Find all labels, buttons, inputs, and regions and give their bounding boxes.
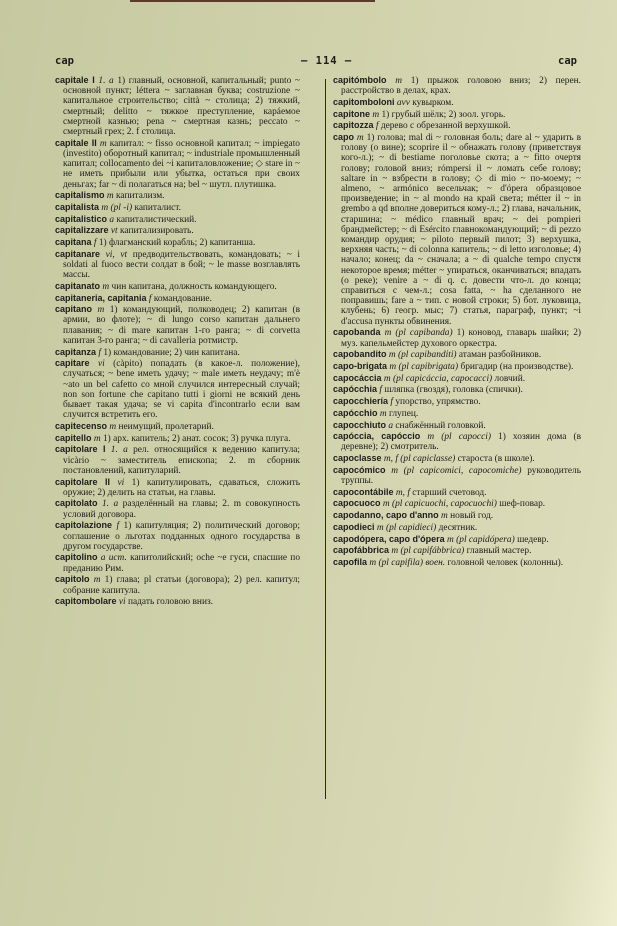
headword: capitanare bbox=[55, 248, 101, 259]
definition-text: падать головою вниз. bbox=[127, 597, 214, 608]
grammar-label: m (pl capibanditi) bbox=[388, 350, 457, 361]
dictionary-entry bbox=[333, 453, 581, 464]
grammar-label: a bbox=[388, 420, 394, 431]
definition-text: чин капитана, должность командующего. bbox=[111, 281, 277, 292]
grammar-label: avv bbox=[396, 97, 410, 108]
right-column bbox=[333, 75, 581, 569]
headword: capitolare II bbox=[55, 476, 111, 487]
definition-text: руководитель труппы. bbox=[341, 465, 581, 487]
grammar-label: f bbox=[379, 385, 382, 396]
book-binding-edge bbox=[130, 0, 375, 2]
definition-text: 1) хозяин дома (в деревне); 2) смотритель. bbox=[341, 432, 582, 453]
dictionary-entry bbox=[55, 214, 300, 225]
dictionary-entry bbox=[55, 281, 300, 292]
dictionary-entry bbox=[333, 75, 581, 96]
dictionary-entry bbox=[55, 249, 300, 281]
headword: capitalistico bbox=[55, 213, 108, 224]
grammar-label: m (pl capocci) bbox=[427, 432, 491, 443]
dictionary-entry bbox=[333, 396, 581, 407]
definition-text: упорство, упрямство. bbox=[395, 397, 481, 408]
grammar-label: m (pl capibanda) bbox=[384, 328, 453, 339]
grammar-label: a ист. bbox=[100, 553, 127, 564]
headword: capobanda bbox=[333, 327, 381, 338]
grammar-label: m (pl capicuochi, capocuochi) bbox=[382, 499, 497, 510]
definition-text: капитализировать. bbox=[120, 226, 194, 237]
dictionary-entry bbox=[55, 225, 300, 236]
definition-text: 1) голова; mal di ~ головная боль; dare al ~ ударить в голову (о вине); scoprire il ~ обнажать голову (приветствуя кого-л.); ~ di bestiame поголовье скота; a ~ fitto очертя голову; головой вниз; rómpersi il ~ ломать себе голову; saltare in ~ взбрести в голову; ◇ di mio ~ по-моему; ~ almeno, ~ armónico весельчак; ~ d'ópera образцовое произведение; in ~ al mondo на край света; métter il ~ in grembo a qd вполне довериться кому-л.; 2) глава, начальник, старшина; ~ médico главный врач; ~ dei pompieri брандмейстер; ~ di Esército главнокомандующий; ~ di pezzo командир орудия; ~ piloto первый пилот; 3) верхушка, верхняя часть; ~ di colonna капитель; ~ di letto изголовье; 4) начало; конец; da ~ сначала; a ~ di qualche tempo спустя некоторое время; métter ~ упираться, оканчиваться; впадать (о реке); venire a ~ di q. c. довести что-л. до конца; справиться с чем-л.; cosa fatta, ~ ha сделанного не поправишь; fare a ~ тип. с новой строки; 5) бот. луковица, клубень; 6) геогр. мыс; 7) статья, параграф, пункт; ~i d'accusa пункты обвинения. bbox=[341, 133, 581, 327]
definition-text: головной человек (колонны). bbox=[447, 557, 564, 568]
definition-text: десятник. bbox=[438, 522, 478, 533]
grammar-label: vt bbox=[110, 226, 118, 237]
left-column bbox=[55, 75, 300, 608]
grammar-label: 1. a bbox=[98, 76, 114, 86]
headword: capodieci bbox=[333, 521, 375, 532]
definition-text: глупец. bbox=[388, 408, 419, 419]
definition-text: предводительствовать, командовать; ~ i soldati al fuoco вести солдат в бой; ~ le masse возглавлять массы. bbox=[63, 249, 300, 281]
dictionary-entry bbox=[333, 465, 581, 486]
headword: capócchia bbox=[333, 384, 378, 395]
dictionary-entry bbox=[333, 545, 581, 556]
definition-text: разделённый на главы; 2. m совокупность условий договора. bbox=[63, 499, 301, 520]
headword: capocáccia bbox=[333, 372, 382, 383]
headword: capitombolare bbox=[55, 596, 117, 607]
definition-text: (càpito) попадать (в какое-л. положение), случаться; ~ bene иметь удачу; ~ male иметь неудачу; m'è ~ato un bel cafetto со мной случился интересный случай; non son fortune che capitano tutti i giorni не всякий день бывает такая удача; se vi capita d'incontrarlo если вам случится встретить его. bbox=[63, 359, 301, 421]
definition-text: дерево с обрезанной верхушкой. bbox=[380, 121, 511, 132]
definition-text: 1) капитуляция; 2) политический договор; соглашение о льготах подданных одного государства в другом государстве. bbox=[63, 521, 300, 552]
dictionary-entry bbox=[55, 552, 300, 573]
headword: capofila bbox=[333, 556, 368, 567]
grammar-label: m, f bbox=[395, 487, 410, 498]
headword: capitalista bbox=[55, 201, 100, 212]
grammar-label: m, f (pl capiclasse) bbox=[383, 454, 456, 465]
grammar-label: m bbox=[102, 281, 110, 292]
grammar-label: m bbox=[97, 305, 105, 316]
dictionary-entry bbox=[55, 596, 300, 607]
grammar-label: f bbox=[116, 521, 120, 532]
dictionary-entry bbox=[55, 293, 300, 304]
grammar-label: m (pl -i) bbox=[101, 202, 133, 213]
definition-text: старший счетовод. bbox=[412, 487, 487, 498]
right-guide-word: cap bbox=[558, 55, 577, 67]
grammar-label: vi bbox=[97, 359, 105, 370]
headword: capitecenso bbox=[55, 421, 108, 431]
dictionary-entry bbox=[55, 75, 300, 137]
dictionary-entry bbox=[55, 190, 300, 201]
grammar-label: vi bbox=[117, 477, 125, 488]
grammar-label: f bbox=[93, 238, 97, 249]
definition-text: командование. bbox=[153, 293, 212, 304]
dictionary-entry bbox=[333, 534, 581, 545]
definition-text: староста (в школе). bbox=[457, 454, 535, 465]
dictionary-entry bbox=[333, 120, 581, 131]
definition-text: шеф-повар. bbox=[499, 499, 546, 510]
headword: capocómico bbox=[333, 464, 386, 475]
headword: capitana bbox=[55, 237, 92, 248]
grammar-label: vi, vt bbox=[105, 249, 128, 260]
definition-text: неимущий, пролетарий. bbox=[118, 422, 214, 432]
grammar-label: m bbox=[93, 575, 101, 586]
headword: capoclasse bbox=[333, 453, 382, 464]
dictionary-entry bbox=[55, 304, 300, 346]
headword: capócchio bbox=[333, 407, 378, 418]
headword: capitalizzare bbox=[55, 225, 109, 236]
dictionary-entry bbox=[333, 510, 581, 521]
grammar-label: f bbox=[98, 347, 101, 358]
dictionary-entry bbox=[333, 557, 581, 568]
headword: capitano bbox=[55, 304, 93, 315]
grammar-label: m (pl capifila) воен. bbox=[369, 557, 446, 568]
grammar-label: m (pl capicomici, capocomiche) bbox=[391, 465, 522, 476]
headword: capitaneria, capitania bbox=[55, 292, 147, 303]
grammar-label: m (pl capicáccia, capocacci) bbox=[383, 373, 493, 384]
dictionary-entry bbox=[55, 202, 300, 213]
dictionary-entry bbox=[55, 574, 300, 595]
headword: capitolato bbox=[55, 498, 98, 509]
headword: capitello bbox=[55, 432, 92, 443]
grammar-label: m (pl capidieci) bbox=[376, 522, 437, 533]
definition-text: 1) арх. капитель; 2) анат. сосок; 3) ручка плуга. bbox=[102, 433, 291, 444]
definition-text: кувырком. bbox=[412, 97, 454, 108]
definition-text: 1) коновод, главарь шайки; 2) муз. капельмейстер духового оркестра. bbox=[341, 328, 582, 349]
definition-text: бригадир (на производстве). bbox=[460, 361, 574, 372]
headword: capitolino bbox=[55, 552, 98, 563]
dictionary-entry bbox=[333, 431, 581, 452]
grammar-label: m bbox=[379, 408, 387, 419]
dictionary-entry bbox=[333, 349, 581, 360]
headword: capobandito bbox=[333, 349, 387, 360]
definition-text: 1) глава; pl статьи (договора); 2) рел. капитул; собрание капитула. bbox=[63, 575, 301, 596]
column-divider bbox=[325, 79, 326, 799]
headword: capocuoco bbox=[333, 498, 381, 509]
definition-text: 1) флагманский корабль; 2) капитанша. bbox=[98, 238, 256, 249]
grammar-label: m (pl capidópera) bbox=[447, 534, 515, 545]
headword: capóccia, capóccio bbox=[333, 431, 421, 442]
dictionary-entry bbox=[55, 433, 300, 444]
dictionary-entry bbox=[333, 373, 581, 384]
dictionary-entry bbox=[333, 522, 581, 533]
grammar-label: m bbox=[109, 422, 117, 432]
definition-text: новый год. bbox=[450, 511, 494, 522]
headword: capitanza bbox=[55, 346, 97, 357]
grammar-label: f bbox=[148, 293, 152, 304]
dictionary-entry bbox=[55, 444, 300, 476]
dictionary-entry bbox=[55, 237, 300, 248]
definition-text: ловчий. bbox=[494, 373, 526, 384]
dictionary-entry bbox=[333, 132, 581, 327]
definition-text: 1) грубый шёлк; 2) зоол. угорь. bbox=[381, 109, 506, 120]
grammar-label: m bbox=[93, 433, 101, 444]
dictionary-entry bbox=[333, 420, 581, 431]
grammar-label: 1. a bbox=[101, 499, 119, 510]
headword: capitolazione bbox=[55, 520, 113, 531]
dictionary-entry bbox=[333, 97, 581, 108]
headword: capo bbox=[333, 132, 355, 143]
grammar-label: m bbox=[395, 76, 402, 86]
definition-text: шляпка (гвоздя), головка (спички). bbox=[384, 385, 523, 396]
grammar-label: m bbox=[99, 138, 107, 149]
grammar-label: m bbox=[372, 109, 380, 120]
dictionary-entry bbox=[55, 358, 300, 420]
headword: capodanno, capo d'anno bbox=[333, 510, 439, 521]
dictionary-entry bbox=[55, 347, 300, 358]
definition-text: главный мастер. bbox=[466, 546, 532, 557]
headword: capocchiuto bbox=[333, 419, 387, 430]
dictionary-entry bbox=[55, 520, 300, 552]
definition-text: капиталистический. bbox=[116, 214, 197, 225]
headword: capitolare I bbox=[55, 444, 106, 455]
definition-text: капитолийский; oche ~e гуси, спасшие по преданию Рим. bbox=[63, 553, 301, 574]
headword: capitone bbox=[333, 108, 371, 119]
headword: capocchiería bbox=[333, 396, 389, 407]
grammar-label: 1. a bbox=[110, 445, 128, 456]
dictionary-entry bbox=[333, 384, 581, 395]
dictionary-entry bbox=[333, 487, 581, 498]
definition-text: 1) прыжок головою вниз; 2) перен. расстройство в делах, крах. bbox=[341, 76, 582, 97]
dictionary-entry bbox=[333, 498, 581, 509]
grammar-label: m (pl capifábbrica) bbox=[391, 546, 465, 557]
headword: capitómbolo bbox=[333, 75, 387, 85]
dictionary-entry bbox=[333, 327, 581, 348]
definition-text: 1) командующий, полководец; 2) капитан (в армии, во флоте); ~ di lungo corso капитан дальнего плавания; ~ di mare капитан 1-го ранга; ~ di corvetta капитан 3-го ранга; ~ di cavalleria ротмистр. bbox=[63, 305, 301, 346]
left-guide-word: cap bbox=[55, 55, 74, 67]
dictionary-entry bbox=[55, 421, 300, 432]
definition-text: капиталист. bbox=[134, 202, 181, 213]
grammar-label: m bbox=[356, 133, 364, 144]
grammar-label: m bbox=[441, 511, 448, 522]
headword: capitozza bbox=[333, 120, 374, 131]
grammar-label: f bbox=[375, 121, 379, 132]
dictionary-entry bbox=[55, 498, 300, 519]
definition-text: 1) командование; 2) чин капитана. bbox=[103, 347, 240, 358]
definition-text: снабжённый головкой. bbox=[395, 420, 486, 431]
headword: capitare bbox=[55, 358, 90, 369]
grammar-label: m (pl capibrigata) bbox=[389, 361, 459, 372]
definition-text: шедевр. bbox=[517, 534, 549, 545]
dictionary-entry bbox=[333, 109, 581, 120]
page-number: — 114 — bbox=[301, 55, 353, 67]
grammar-label: vi bbox=[118, 597, 126, 608]
definition-text: 1) капитулировать, сдаваться, сложить оружие; 2) делить на статьи, на главы. bbox=[63, 477, 300, 498]
grammar-label: a bbox=[109, 214, 115, 225]
dictionary-entry bbox=[333, 408, 581, 419]
headword: capitomboloni bbox=[333, 96, 395, 107]
definition-text: рел. относящийся к ведению капитула; vicàrio ~ заместитель епископа; 2. m сборник постановлений, капитуларий. bbox=[63, 445, 301, 476]
headword: capitale II bbox=[55, 137, 97, 148]
headword: capitanato bbox=[55, 280, 101, 291]
grammar-label: f bbox=[390, 397, 393, 408]
headword: capodópera, capo d'ópera bbox=[333, 533, 445, 544]
dictionary-entry bbox=[333, 361, 581, 372]
headword: capo-brigata bbox=[333, 360, 388, 371]
headword: capocontábile bbox=[333, 486, 394, 497]
dictionary-entry bbox=[55, 477, 300, 498]
headword: capitalismo bbox=[55, 190, 105, 201]
definition-text: капитализм. bbox=[116, 191, 165, 202]
headword: capitolo bbox=[55, 574, 90, 585]
definition-text: капитал: ~ fisso основной капитал; ~ impiegato (investito) оборотный капитал; ~ industriale промышленный капитал; collocamento dei ~i капиталовложение; ◇ stare in ~ не иметь прибыли или убытка, остаться при своих деньгах; far ~ di полагаться на; bel ~ шутл. плутишка. bbox=[63, 138, 300, 190]
headword: capofábbrica bbox=[333, 545, 390, 556]
definition-text: атаман разбойников. bbox=[458, 350, 542, 361]
grammar-label: m bbox=[106, 191, 114, 202]
page-header bbox=[55, 55, 577, 69]
dictionary-entry bbox=[55, 138, 300, 190]
headword: capitale I bbox=[55, 75, 95, 85]
definition-text: 1) главный, основной, капитальный; punto ~ основной пункт; léttera ~ заглавная буква; costruzione ~ капитальное строительство; città ~ столица; 2) тяжкий, смертный; delitto ~ тяжкое преступление, карáемое смертной казнью; pena ~ смертная казнь; peccato ~ смертный грех; 2. f столица. bbox=[63, 76, 300, 138]
